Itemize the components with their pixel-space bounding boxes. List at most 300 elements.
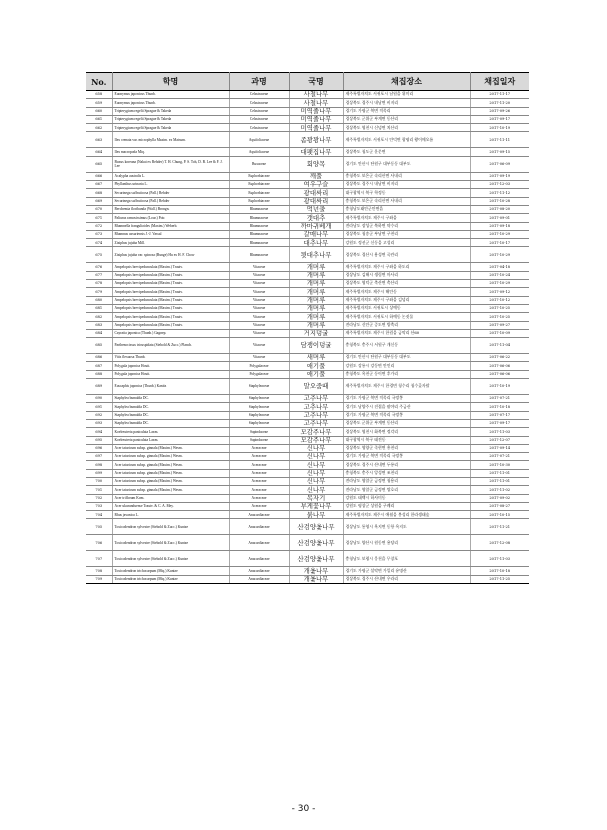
family-name: Celastraceae: [229, 107, 289, 115]
collection-date: 2017-07-21: [470, 453, 529, 461]
collection-location: 제주특별자치도 서귀포시 상예동: [343, 304, 470, 312]
collection-location: 경기도 가평군 북면 적목리 국망봉: [343, 411, 470, 419]
family-name: Aceraceae: [229, 453, 289, 461]
collection-date: 2017-09-15: [470, 148, 529, 156]
scientific-name: Euonymus japonicus Thunb.: [112, 99, 229, 107]
korean-name: 고추나무: [289, 395, 343, 403]
korean-name: 붉나무: [289, 511, 343, 519]
header-location: 채집장소: [343, 73, 470, 91]
table-row: [86, 304, 529, 312]
collection-date: 2017-11-21: [470, 519, 529, 535]
collection-location: 경상남도 양산시 원동면 용당리: [343, 535, 470, 551]
scientific-name: Toxicodendron trichocarpum (Miq.) Kuntze: [112, 567, 229, 575]
scientific-name: Ampelopsis brevipedunculata (Maxim.) Trautv.: [112, 296, 229, 304]
table-row: [86, 197, 529, 205]
collection-location: 경상북도 군위군 부계면 동산리: [343, 419, 470, 427]
korean-name: 개머루: [289, 280, 343, 288]
row-number: 697: [86, 453, 112, 461]
family-name: Rhamnaceae: [229, 230, 289, 238]
collection-date: 2017-10-12: [470, 296, 529, 304]
table-row: [86, 156, 529, 172]
row-number: 681: [86, 304, 112, 312]
row-number: 688: [86, 370, 112, 378]
scientific-name: Tripterygium regelii Sprague & Takeda: [112, 115, 229, 123]
specimen-table: [86, 72, 529, 584]
korean-name: 개머루: [289, 313, 343, 321]
family-name: Rhamnaceae: [229, 239, 289, 247]
korean-name: 개머루: [289, 296, 343, 304]
korean-name: 산검양옻나무: [289, 551, 343, 567]
collection-location: 제주특별자치도 제주시 해안동: [343, 288, 470, 296]
scientific-name: Staphylea bumalda DC.: [112, 403, 229, 411]
table-row: [86, 288, 529, 296]
family-name: Aquifoliaceae: [229, 132, 289, 148]
korean-name: 사철나무: [289, 99, 343, 107]
korean-name: 좀꽝꽝나무: [289, 132, 343, 148]
row-number: 668: [86, 189, 112, 197]
korean-name: 고추나무: [289, 419, 343, 427]
table-row: [86, 181, 529, 189]
scientific-name: Parthenocissus tricuspidata (Siebold & Zucc.) Planch.: [112, 338, 229, 354]
korean-name: 새머루: [289, 354, 343, 362]
table-row: [86, 567, 529, 575]
collection-location: 경상북도 영덕군 축산면 축산리: [343, 280, 470, 288]
collection-location: 경상북도 경주시 내남면 비지리: [343, 99, 470, 107]
scientific-name: Ziziphus jujuba var. spinosa (Bunge) Hu ex H. F. Chow: [112, 247, 229, 263]
collection-date: 2017-10-29: [470, 280, 529, 288]
table-row: [86, 99, 529, 107]
collection-date: 2017-06-06: [470, 362, 529, 370]
row-number: 661: [86, 115, 112, 123]
row-number: 669: [86, 197, 112, 205]
family-name: Staphyleaceae: [229, 379, 289, 395]
collection-location: 경상북도 영천시 신녕면 치산리: [343, 124, 470, 132]
family-name: Vitaceae: [229, 280, 289, 288]
table-row: [86, 189, 529, 197]
table-row: [86, 379, 529, 395]
collection-date: 2017-11-01: [470, 469, 529, 477]
family-name: Euphorbiaceae: [229, 197, 289, 205]
korean-name: 산검양옻나무: [289, 535, 343, 551]
collection-location: 제주특별자치도 제주시 구좌읍: [343, 214, 470, 222]
table-row: [86, 494, 529, 502]
row-number: 675: [86, 247, 112, 263]
collection-date: 2017-12-07: [470, 436, 529, 444]
scientific-name: Ampelopsis brevipedunculata (Maxim.) Trautv.: [112, 263, 229, 271]
korean-name: 부게꽃나무: [289, 502, 343, 510]
collection-location: 충청북도 충주시 앙성면 조천리: [343, 469, 470, 477]
collection-date: 2017-10-09: [470, 329, 529, 337]
scientific-name: Securinega suffruticosa (Pall.) Rehder: [112, 189, 229, 197]
table-row: [86, 395, 529, 403]
scientific-name: Tripterygium regelii Sprague & Takeda: [112, 107, 229, 115]
family-name: Staphyleaceae: [229, 395, 289, 403]
collection-location: 충청북도 옥천군 동이면 후가리: [343, 370, 470, 378]
korean-name: 애기풀: [289, 370, 343, 378]
collection-location: 경기도 남양주시 진접읍 팔야리 주금산: [343, 403, 470, 411]
row-number: 667: [86, 181, 112, 189]
collection-location: 대구광역시 북구 태전동: [343, 436, 470, 444]
table-row: [86, 148, 529, 156]
collection-location: 충청북도 보은군 속리산면 사내리: [343, 172, 470, 180]
scientific-name: Koelreuteria paniculata Laxm.: [112, 428, 229, 436]
collection-location: 강원도 태백시 하사미동: [343, 494, 470, 502]
table-row: [86, 486, 529, 494]
family-name: Anacardiaceae: [229, 575, 289, 583]
collection-location: 경기도 안산시 단원구 대부동동 대부도: [343, 156, 470, 172]
collection-date: 2017-10-19: [470, 124, 529, 132]
collection-date: 2017-07-21: [470, 395, 529, 403]
collection-location: 충청남도 보령시 웅천읍 무창포: [343, 551, 470, 567]
row-number: 703: [86, 502, 112, 510]
row-number: 689: [86, 379, 112, 395]
row-number: 686: [86, 354, 112, 362]
collection-location: 경기도 가평군 북면 적목리 국망봉: [343, 395, 470, 403]
korean-name: 개머루: [289, 304, 343, 312]
collection-date: 2017-11-25: [470, 575, 529, 583]
table-row: [86, 321, 529, 329]
collection-date: 2017-11-12: [470, 189, 529, 197]
table-row: [86, 370, 529, 378]
family-name: Sapindaceae: [229, 436, 289, 444]
collection-date: 2017-10-24: [470, 271, 529, 279]
collection-location: 경상북도 경주시 산내면 두릉리: [343, 461, 470, 469]
scientific-name: Polygala japonica Houtt.: [112, 370, 229, 378]
family-name: Aceraceae: [229, 494, 289, 502]
collection-location: 강원도 정선군 신동읍 고성리: [343, 239, 470, 247]
korean-name: 고추나무: [289, 411, 343, 419]
family-name: Rhamnaceae: [229, 205, 289, 213]
row-number: 676: [86, 263, 112, 271]
family-name: Buxaceae: [229, 156, 289, 172]
korean-name: 개옻나무: [289, 575, 343, 583]
family-name: Celastraceae: [229, 99, 289, 107]
collection-location: 제주특별자치도 제주시 구좌읍 하도리: [343, 263, 470, 271]
row-number: 680: [86, 296, 112, 304]
family-name: Euphorbiaceae: [229, 172, 289, 180]
row-number: 679: [86, 288, 112, 296]
row-number: 682: [86, 313, 112, 321]
collection-date: 2017-12-03: [470, 181, 529, 189]
korean-name: 깨풀: [289, 172, 343, 180]
collection-location: 대구광역시 북구 학정동: [343, 189, 470, 197]
row-number: 677: [86, 271, 112, 279]
collection-date: 2017-09-17: [470, 419, 529, 427]
table-row: [86, 115, 529, 123]
row-number: 670: [86, 205, 112, 213]
family-name: Vitaceae: [229, 313, 289, 321]
row-number: 693: [86, 419, 112, 427]
row-number: 706: [86, 535, 112, 551]
table-row: [86, 271, 529, 279]
family-name: Anacardiaceae: [229, 511, 289, 519]
korean-name: 대팻집나무: [289, 148, 343, 156]
korean-name: 먹넌출: [289, 205, 343, 213]
table-row: [86, 411, 529, 419]
scientific-name: Koelreuteria paniculata Laxm.: [112, 436, 229, 444]
scientific-name: Ampelopsis brevipedunculata (Maxim.) Trautv.: [112, 321, 229, 329]
collection-location: 경상북도 영천시 화북면 정각리: [343, 428, 470, 436]
collection-date: 2017-11-03: [470, 428, 529, 436]
collection-location: 강원도 강릉시 강동면 안인리: [343, 362, 470, 370]
family-name: Staphyleaceae: [229, 419, 289, 427]
collection-date: 2017-12-08: [470, 535, 529, 551]
collection-date: 2017-09-14: [470, 444, 529, 452]
korean-name: 복자기: [289, 494, 343, 502]
table-row: [86, 453, 529, 461]
table-row: [86, 519, 529, 535]
scientific-name: Acer triflorum Kom.: [112, 494, 229, 502]
collection-location: 경기도 안산시 단원구 대부동동 대부도: [343, 354, 470, 362]
row-number: 701: [86, 486, 112, 494]
collection-location: 경상북도 군위군 부계면 동산리: [343, 115, 470, 123]
row-number: 683: [86, 321, 112, 329]
table-body: [86, 91, 529, 584]
table-row: [86, 403, 529, 411]
scientific-name: Staphylea bumalda DC.: [112, 395, 229, 403]
scientific-name: Acer tataricum subsp. ginnala (Maxim.) Wesm.: [112, 486, 229, 494]
table-row: [86, 511, 529, 519]
korean-name: 광대싸리: [289, 189, 343, 197]
collection-date: 2017-10-17: [470, 239, 529, 247]
korean-name: 산검양옻나무: [289, 519, 343, 535]
family-name: Celastraceae: [229, 124, 289, 132]
row-number: 684: [86, 329, 112, 337]
family-name: Anacardiaceae: [229, 567, 289, 575]
row-number: 699: [86, 469, 112, 477]
collection-date: 2017-10-18: [470, 567, 529, 575]
family-name: Aceraceae: [229, 477, 289, 485]
scientific-name: Rhamnella frangulioides (Maxim.) Weberb.: [112, 222, 229, 230]
korean-name: 회양목: [289, 156, 343, 172]
korean-name: 개머루: [289, 321, 343, 329]
scientific-name: Berchemia floribunda (Wall.) Brongn.: [112, 205, 229, 213]
scientific-name: Polygala japonica Houtt.: [112, 362, 229, 370]
table-row: [86, 91, 529, 99]
korean-name: 모감주나무: [289, 428, 343, 436]
table-row: [86, 107, 529, 115]
family-name: Vitaceae: [229, 329, 289, 337]
korean-name: 개머루: [289, 288, 343, 296]
table-row: [86, 535, 529, 551]
row-number: 660: [86, 107, 112, 115]
scientific-name: Securinega suffruticosa (Pall.) Rehder: [112, 197, 229, 205]
korean-name: 광대싸리: [289, 197, 343, 205]
collection-date: 2017-10-29: [470, 230, 529, 238]
family-name: Vitaceae: [229, 338, 289, 354]
row-number: 702: [86, 494, 112, 502]
scientific-name: Acer tataricum subsp. ginnala (Maxim.) Wesm.: [112, 453, 229, 461]
row-number: 662: [86, 124, 112, 132]
collection-location: 경상남도 통영시 욕지면 동항 욕지도: [343, 519, 470, 535]
table-row: [86, 338, 529, 354]
korean-name: 신나무: [289, 444, 343, 452]
row-number: 707: [86, 551, 112, 567]
collection-location: 제주특별자치도 서귀포시 안덕면 광평리 왕이메오름: [343, 132, 470, 148]
scientific-name: Ampelopsis brevipedunculata (Maxim.) Trautv.: [112, 288, 229, 296]
family-name: Vitaceae: [229, 321, 289, 329]
row-number: 700: [86, 477, 112, 485]
table-row: [86, 172, 529, 180]
korean-name: 신나무: [289, 469, 343, 477]
family-name: Rhamnaceae: [229, 247, 289, 263]
scientific-name: Staphylea bumalda DC.: [112, 419, 229, 427]
collection-location: 경상북도 청송군 부남면 구천리: [343, 230, 470, 238]
family-name: Vitaceae: [229, 354, 289, 362]
collection-location: 충청남도태안군안면읍: [343, 205, 470, 213]
scientific-name: Euonymus japonicus Thunb.: [112, 91, 229, 99]
family-name: Euphorbiaceae: [229, 181, 289, 189]
table-row: [86, 428, 529, 436]
scientific-name: Acer ukurunduense Trautv. & C. A. Mey.: [112, 502, 229, 510]
korean-name: 모감주나무: [289, 436, 343, 444]
collection-date: 2017-11-17: [470, 91, 529, 99]
family-name: Anacardiaceae: [229, 519, 289, 535]
row-number: 692: [86, 411, 112, 419]
table-row: [86, 354, 529, 362]
scientific-name: Acer tataricum subsp. ginnala (Maxim.) Wesm.: [112, 444, 229, 452]
korean-name: 거지덩굴: [289, 329, 343, 337]
row-number: 666: [86, 172, 112, 180]
collection-location: 경기도 가평군 설악면 가일리 유명산: [343, 567, 470, 575]
family-name: Vitaceae: [229, 271, 289, 279]
collection-location: 전라남도 장성군 북하면 약수리: [343, 222, 470, 230]
row-number: 678: [86, 280, 112, 288]
family-name: Celastraceae: [229, 91, 289, 99]
collection-date: 2017-10-19: [470, 379, 529, 395]
table-row: [86, 124, 529, 132]
collection-date: 2017-09-19: [470, 172, 529, 180]
collection-date: 2017-11-01: [470, 477, 529, 485]
row-number: 709: [86, 575, 112, 583]
scientific-name: Acalypha australis L.: [112, 172, 229, 180]
collection-date: 2017-10-25: [470, 304, 529, 312]
family-name: Aceraceae: [229, 486, 289, 494]
collection-location: 충청북도 충주시 서원구 개신동: [343, 338, 470, 354]
korean-name: 개머루: [289, 263, 343, 271]
family-name: Vitaceae: [229, 288, 289, 296]
collection-date: 2017-09-17: [470, 115, 529, 123]
row-number: 695: [86, 436, 112, 444]
scientific-name: Tripterygium regelii Sprague & Takeda: [112, 124, 229, 132]
collection-location: 경기도 가평군 북면 적목리: [343, 107, 470, 115]
header-date: 채집일자: [470, 73, 529, 91]
table-row: [86, 329, 529, 337]
family-name: Rhamnaceae: [229, 214, 289, 222]
collection-location: 제주특별자치도 제주시 한림읍 금악리 산60: [343, 329, 470, 337]
collection-location: 경상북도 영양군 죽현면 흥천리: [343, 444, 470, 452]
korean-name: 미역줄나무: [289, 115, 343, 123]
collection-date: 2017-10-18: [470, 403, 529, 411]
row-number: 690: [86, 395, 112, 403]
row-number: 671: [86, 214, 112, 222]
korean-name: 대추나무: [289, 239, 343, 247]
row-number: 659: [86, 99, 112, 107]
collection-date: 2017-11-03: [470, 551, 529, 567]
family-name: Aceraceae: [229, 461, 289, 469]
family-name: Staphyleaceae: [229, 403, 289, 411]
header-scientific-name: 학명: [112, 73, 229, 91]
collection-location: 제주특별자치도 제주시 한경면 청수리 청수곶자왈: [343, 379, 470, 395]
collection-location: 경기도 가평군 북면 적목리 국망봉: [343, 453, 470, 461]
table-row: [86, 263, 529, 271]
row-number: 694: [86, 428, 112, 436]
table-row: [86, 502, 529, 510]
korean-name: 미역줄나무: [289, 107, 343, 115]
row-number: 691: [86, 403, 112, 411]
table-row: [86, 461, 529, 469]
family-name: Vitaceae: [229, 296, 289, 304]
row-number: 672: [86, 222, 112, 230]
collection-date: 2017-10-15: [470, 511, 529, 519]
collection-date: 2017-06-06: [470, 370, 529, 378]
header-no: No.: [86, 73, 112, 91]
family-name: Celastraceae: [229, 115, 289, 123]
korean-name: 묏대추나무: [289, 247, 343, 263]
page-number: - 30 -: [291, 804, 316, 814]
table-row: [86, 132, 529, 148]
collection-date: 2017-10-29: [470, 247, 529, 263]
scientific-name: Acer tataricum subsp. ginnala (Maxim.) Wesm.: [112, 477, 229, 485]
header-korean-name: 국명: [289, 73, 343, 91]
table-row: [86, 419, 529, 427]
row-number: 685: [86, 338, 112, 354]
collection-date: 2017-09-27: [470, 321, 529, 329]
scientific-name: Euscaphis japonica (Thunb.) Kanitz: [112, 379, 229, 395]
family-name: Polygalaceae: [229, 370, 289, 378]
collection-date: 2017-04-18: [470, 263, 529, 271]
collection-date: 2017-11-04: [470, 338, 529, 354]
korean-name: 미역줄나무: [289, 124, 343, 132]
row-number: 658: [86, 91, 112, 99]
table-row: [86, 444, 529, 452]
collection-location: 제주특별자치도 서귀포시 남원읍 위미리: [343, 91, 470, 99]
row-number: 698: [86, 461, 112, 469]
collection-date: 2017-06-09: [470, 156, 529, 172]
collection-location: 제주특별자치도 서귀포시 하예동 논짓물: [343, 313, 470, 321]
collection-location: 경상북도 경주시 내남면 비지리: [343, 181, 470, 189]
collection-date: 2017-10-30: [470, 461, 529, 469]
family-name: Aceraceae: [229, 444, 289, 452]
table-row: [86, 477, 529, 485]
korean-name: 신나무: [289, 486, 343, 494]
collection-date: 2017-09-26: [470, 107, 529, 115]
korean-name: 신나무: [289, 453, 343, 461]
collection-location: 전라남도 신안군 증도면 방축리: [343, 321, 470, 329]
table-row: [86, 280, 529, 288]
scientific-name: Ampelopsis brevipedunculata (Maxim.) Trautv.: [112, 271, 229, 279]
collection-date: 2017-08-20: [470, 205, 529, 213]
table-row: [86, 214, 529, 222]
table-row: [86, 313, 529, 321]
scientific-name: Rhamnus ussuriensis J.-J. Vassal: [112, 230, 229, 238]
table-row: [86, 469, 529, 477]
korean-name: 개머루: [289, 271, 343, 279]
scientific-name: Toxicodendron sylvestre (Siebold & Zucc.) Kuntze: [112, 551, 229, 567]
table-row: [86, 296, 529, 304]
scientific-name: Ilex macropoda Miq.: [112, 148, 229, 156]
scientific-name: Ampelopsis brevipedunculata (Maxim.) Trautv.: [112, 304, 229, 312]
collection-location: 충청북도 보은군 속리산면 사내리: [343, 197, 470, 205]
collection-date: 2017-09-18: [470, 222, 529, 230]
scientific-name: Rhus javanica L.: [112, 511, 229, 519]
collection-date: 2017-09-12: [470, 288, 529, 296]
collection-location: 제주특별자치도 제주시 구좌읍 김녕리: [343, 296, 470, 304]
family-name: Anacardiaceae: [229, 551, 289, 567]
korean-name: 갯대추: [289, 214, 343, 222]
row-number: 705: [86, 519, 112, 535]
row-number: 663: [86, 132, 112, 148]
